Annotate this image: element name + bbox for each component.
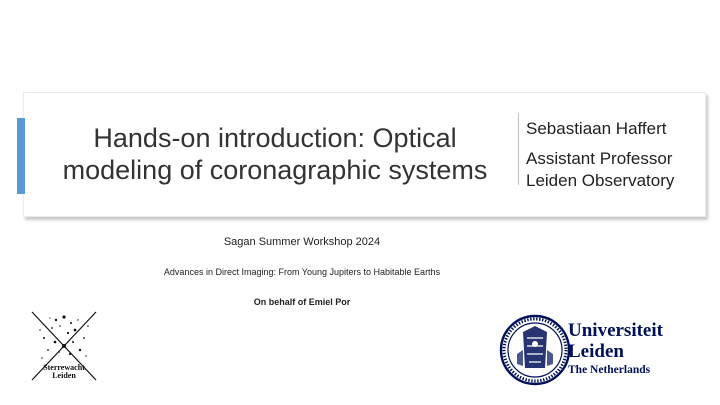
on-behalf-note: On behalf of Emiel Por — [253, 297, 351, 307]
slide-title-line1: Hands-on introduction: Optical — [93, 123, 457, 153]
university-seal-icon — [501, 316, 569, 384]
workshop-theme: Advances in Direct Imaging: From Young Jupiters to Habitable Earths — [163, 267, 441, 277]
presenter-block — [526, 118, 706, 192]
leiden-label: Leiden — [52, 371, 76, 380]
workshop-name: Sagan Summer Workshop 2024 — [223, 236, 381, 248]
title-divider — [518, 113, 519, 185]
presenter-role: Assistant Professor — [526, 149, 673, 168]
university-name-line2: Leiden — [568, 341, 624, 362]
university-name-line1: Universiteit — [568, 320, 663, 341]
university-country: The Netherlands — [568, 364, 651, 376]
starfield-icon — [39, 315, 89, 358]
university-wordmark — [568, 320, 663, 378]
presenter-affiliation: Leiden Observatory — [526, 171, 675, 190]
slide-title-line2: modeling of coronagraphic systems — [62, 155, 488, 185]
slide-title — [40, 122, 510, 186]
accent-bar — [17, 118, 25, 194]
presenter-role-block — [526, 148, 706, 192]
sterrewacht-leiden-logo — [26, 308, 102, 384]
sterrewacht-label: Sterrewacht — [43, 363, 85, 372]
presenter-name: Sebastiaan Haffert — [526, 119, 667, 138]
